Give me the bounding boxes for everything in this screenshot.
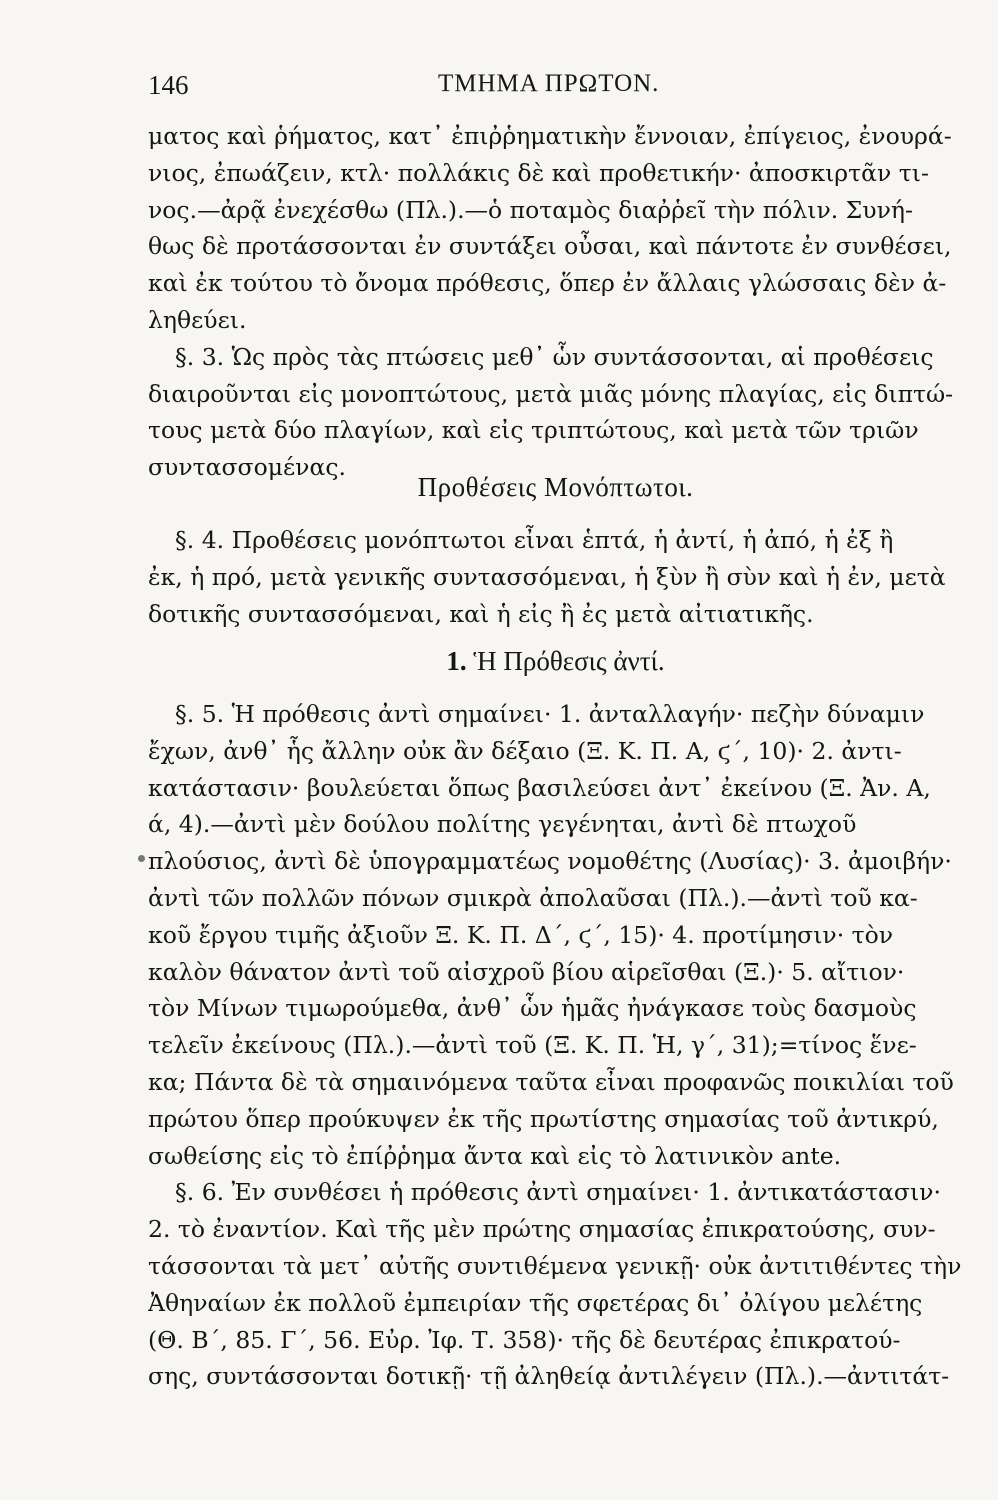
page-number: 146 [148, 70, 189, 100]
text-line: ἀντὶ τῶν πολλῶν πόνων σμικρὰ ἀπολαῦσαι (Πλ.).—ἀντὶ τοῦ κα- [148, 883, 918, 912]
paragraph-start-line: §. 5. Ἡ πρόθεσις ἀντὶ σημαίνει· 1. ἀνταλλαγήν· πεζὴν δύναμιν [175, 700, 925, 728]
text-line: καλὸν θάνατον ἀντὶ τοῦ αἰσχροῦ βίου αἱρεῖσθαι (Ξ.)· 5. αἴτιον· [148, 957, 905, 986]
text-line: κατάστασιν· βουλεύεται ὅπως βασιλεύσει ἀντ᾽ ἐκείνου (Ξ. Ἀν. Α, [148, 773, 931, 802]
page-header [148, 70, 948, 110]
heading-number: 1. [446, 646, 467, 676]
text-line: σης, συντάσσονται δοτικῇ· τῇ ἀληθείᾳ ἀντιλέγειν (Πλ.).—ἀντιτάτ- [148, 1362, 950, 1391]
text-line: τελεῖν ἐκείνους (Πλ.).—ἀντὶ τοῦ (Ξ. Κ. Π. Ἡ, γ΄, 31);=τίνος ἕνε- [148, 1031, 917, 1060]
text-line: διαιροῦνται εἰς μονοπτώτους, μετὰ μιᾶς μόνης πλαγίας, εἰς διπτώ- [148, 379, 954, 408]
text-line: θως δὲ προτάσσονται ἐν συντάξει οὖσαι, καὶ πάντοτε ἐν συνθέσει, [148, 232, 952, 261]
text-line: δοτικῆς συντασσόμεναι, καὶ ἡ εἰς ἢ ἐς μετὰ αἰτιατικῆς. [148, 599, 814, 628]
text-line: κοῦ ἔργου τιμῆς ἀξιοῦν Ξ. Κ. Π. Δ΄, ϛ΄, 15)· 4. προτίμησιν· τὸν [148, 920, 894, 949]
text-line: σωθείσης εἰς τὸ ἐπίῤῥημα ἄντα καὶ εἰς τὸ λατινικὸν ante. [148, 1141, 842, 1170]
text-line: ἔχων, ἀνθ᾽ ἧς ἄλλην οὐκ ἂν δέξαιο (Ξ. Κ. Π. Α, ϛ΄, 10)· 2. ἀντι- [148, 736, 902, 765]
text-line: Ἀθηναίων ἐκ πολλοῦ ἐμπειρίαν τῆς σφετέρας δι᾽ ὀλίγου μελέτης [148, 1288, 923, 1317]
text-line: τάσσονται τὰ μετ᾽ αὐτῆς συντιθέμενα γενικῇ· οὐκ ἀντιτιθέντες τὴν [148, 1251, 962, 1280]
paragraph-start-line: §. 6. Ἐν συνθέσει ἡ πρόθεσις ἀντὶ σημαίνει· 1. ἀντικατάστασιν· [175, 1178, 941, 1207]
text-line: τὸν Μίνων τιμωρούμεθα, ἀνθ᾽ ὧν ἡμᾶς ἠνάγκασε τοὺς δασμοὺς [148, 994, 917, 1023]
text-line: νιος, ἐπωάζειν, κτλ· πολλάκις δὲ καὶ προθετικήν· ἀποσκιρτᾶν τι- [148, 158, 929, 187]
section-heading-monoptotoi: Προθέσεις Μονόπτωτοι. [417, 472, 694, 502]
text-line: ληθεύει. [148, 305, 247, 334]
text-line: πλούσιος, ἀντὶ δὲ ὑπογραμματέως νομοθέτης (Λυσίας)· 3. ἀμοιβήν· [148, 847, 952, 876]
text-line: τους μετὰ δύο πλαγίων, καὶ εἰς τριπτώτους, καὶ μετὰ τῶν τριῶν [148, 416, 919, 445]
text-line: νος.—ἀρᾷ ἐνεχέσθω (Πλ.).—ὁ ποταμὸς διαῤῥεῖ τὴν πόλιν. Συνή- [148, 195, 913, 224]
text-line: (Θ. Β΄, 85. Γ΄, 56. Εὐρ. Ἰφ. Τ. 358)· τῆς δὲ δευτέρας ἐπικρατού- [148, 1325, 901, 1354]
text-line: καὶ ἐκ τούτου τὸ ὄνομα πρόθεσις, ὅπερ ἐν ἄλλαις γλώσσαις δὲν ἀ- [148, 269, 947, 298]
margin-dot [138, 855, 145, 862]
paragraph-start-line: §. 4. Προθέσεις μονόπτωτοι εἶναι ἑπτά, ἡ ἀντί, ἡ ἀπό, ἡ ἐξ ἢ [175, 526, 894, 554]
text-line: ά, 4).—ἀντὶ μὲν δούλου πολίτης γεγένηται, ἀντὶ δὲ πτωχοῦ [148, 810, 857, 839]
text-line: ἐκ, ἡ πρό, μετὰ γενικῆς συντασσόμεναι, ἡ ξὺν ἢ σὺν καὶ ἡ ἐν, μετὰ [148, 562, 946, 591]
text-line: 2. τὸ ἐναντίον. Καὶ τῆς μὲν πρώτης σημασίας ἐπικρατούσης, συν- [148, 1215, 936, 1244]
text-line: πρώτου ὅπερ προύκυψεν ἐκ τῆς πρωτίστης σημασίας τοῦ ἀντικρύ, [148, 1104, 939, 1133]
paragraph-start-line: §. 3. Ὡς πρὸς τὰς πτώσεις μεθ᾽ ὧν συντάσσονται, αἱ προθέσεις [175, 342, 934, 371]
text-line: ματος καὶ ῥήματος, κατ᾽ ἐπιῤῥηματικὴν ἔννοιαν, ἐπίγειος, ἐνουρά- [148, 122, 952, 150]
text-line: κα; Πάντα δὲ τὰ σημαινόμενα ταῦτα εἶναι προφανῶς ποικιλίαι τοῦ [148, 1067, 954, 1096]
running-head: ΤΜΗΜΑ ΠΡΩΤΟΝ. [438, 70, 660, 97]
text-line: συντασσομένας. [148, 453, 346, 482]
text-block-1 [148, 118, 963, 486]
heading-text: Ἡ Πρόθεσις ἀντί. [473, 646, 665, 676]
section-heading-anti [148, 646, 963, 677]
text-block-3 [148, 696, 963, 1395]
text-block-2 [148, 522, 963, 632]
